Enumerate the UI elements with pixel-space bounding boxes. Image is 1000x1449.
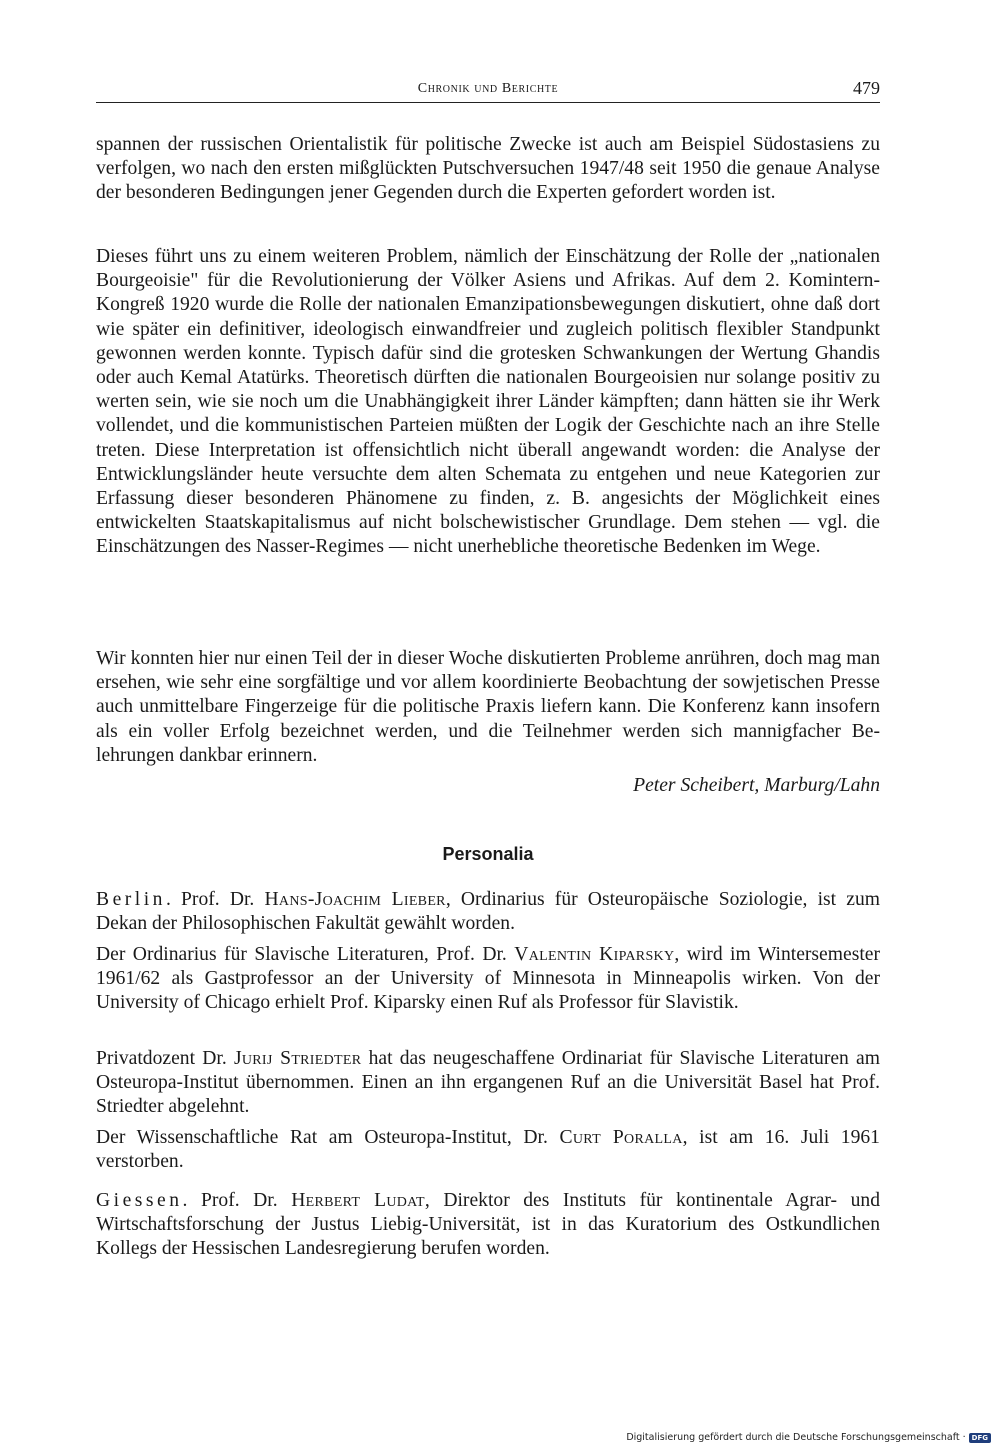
personalia-entry: Der Wissenschaftliche Rat am Osteuropa-Institut, Dr. Curt Poralla, ist am 16. Juli 1961 verstorben. — [96, 1127, 880, 1173]
footer-text: Digitalisierung gefördert durch die Deutsche Forschungsgemeinschaft · — [626, 1432, 966, 1443]
running-header — [96, 78, 880, 103]
person-name: Jurij Striedter — [233, 1048, 362, 1069]
person-name: Herbert Ludat — [291, 1190, 425, 1211]
section-title-personalia: Personalia — [442, 844, 534, 864]
report-paragraph-1: spannen der russischen Orientalistik für politische Zwecke ist auch am Beispiel Südostasiens zu verfolgen, wo nach den ersten mißglückten Putschversuchen 1947/48 seit 1950 die genaue Analyse der besonderen Bedingungen jener Gegenden durch die Experten gefordert worden ist. — [96, 134, 880, 204]
header-title: Chronik und Berichte — [417, 81, 559, 96]
place-name: Giessen — [96, 1190, 183, 1211]
place-name: Berlin — [96, 889, 166, 910]
person-name: Hans-Joachim Lieber — [264, 889, 446, 910]
digitization-footer — [626, 1432, 991, 1443]
person-name: Curt Poralla — [559, 1127, 683, 1148]
personalia-entry: Giessen. Prof. Dr. Herbert Ludat, Direktor des Instituts für kontinentale Agrar- und Wirtschaftsforschung der Justus Liebig-Universität, ist in das Kuratorium des Ostkundlichen Kollegs der Hessischen Landesregierung berufen worden. — [96, 1190, 880, 1260]
report-paragraph-2: Dieses führt uns zu einem weiteren Problem, nämlich der Einschätzung der Rolle der „nationalen Bourgeoisie" für die Revolutionierung der Völker Asiens und Afrikas. Auf dem 2. Komintern-Kongreß 1920 wurde die Rolle der nationalen Emanzipationsbewegungen diskutiert, ohne daß dort wie später ein definitiver, ideologisch einwandfreier und zugleich politisch flexibler Standpunkt gewonnen werden konnte. Typisch dafür sind die grotesken Schwankungen der Wertung Ghandis oder auch Kemal Atatürks. Theoretisch dürften die nationalen Bourgeoisien nur solange positiv zu werten sein, wie sie noch um die Unabhängigkeit ihrer Länder kämpften; dann hätten sie ihr Werk vollendet, und die kommunistischen Parteien müßten der Logik der Geschichte nach an ihre Stelle treten. Diese Interpretation ist offensichtlich nicht überall angewandt worden: die Analyse der Entwicklungsländer heute versuchte dem alten Schemata zu entgehen und neue Kategorien zur Erfassung dieser besonderen Phänomene zu finden, z. B. angesichts der Möglichkeit eines entwickelten Staatskapitalismus auf nicht bolschewistischer Grundlage. Dem stehen — vgl. die Einschätzungen des Nasser-Regimes — nicht unerhebliche theoretische Bedenken im Wege. — [96, 246, 880, 558]
personalia-entry: Berlin. Prof. Dr. Hans-Joachim Lieber, Ordinarius für Osteuropäische Soziologie, ist zum Dekan der Philosophischen Fakultät gewählt worden. — [96, 889, 880, 935]
personalia-entry: Der Ordinarius für Slavische Literaturen, Prof. Dr. Valentin Kiparsky, wird im Wintersemester 1961/62 als Gastprofessor an der University of Minnesota in Minneapolis wirken. Von der University of Chicago erhielt Prof. Kiparsky einen Ruf als Professor für Slavistik. — [96, 944, 880, 1014]
page-number: 479 — [853, 78, 880, 98]
report-paragraph-3: Wir konnten hier nur einen Teil der in dieser Woche diskutierten Probleme anrühren, doch mag man ersehen, wie sehr eine sorgfältige und vor allem koordinierte Beobachtung der sowjetischen Presse auch unmittelbare Fingerzeige für die politische Praxis liefern kann. Die Konferenz kann insofern als ein voller Erfolg bezeichnet werden, und die Teilnehmer werden sich mannigfacher Belehrungen dankbar erinnern. — [96, 648, 880, 766]
author-signature: Peter Scheibert, Marburg/Lahn — [633, 775, 880, 796]
dfg-logo-icon: DFG — [969, 1433, 991, 1443]
personalia-entry: Privatdozent Dr. Jurij Striedter hat das neugeschaffene Ordinariat für Slavische Literaturen am Osteuropa-Institut übernommen. Einen an ihn ergangenen Ruf an die Universität Basel hat Prof. Striedter abgelehnt. — [96, 1048, 880, 1118]
person-name: Valentin Kiparsky — [514, 944, 675, 965]
